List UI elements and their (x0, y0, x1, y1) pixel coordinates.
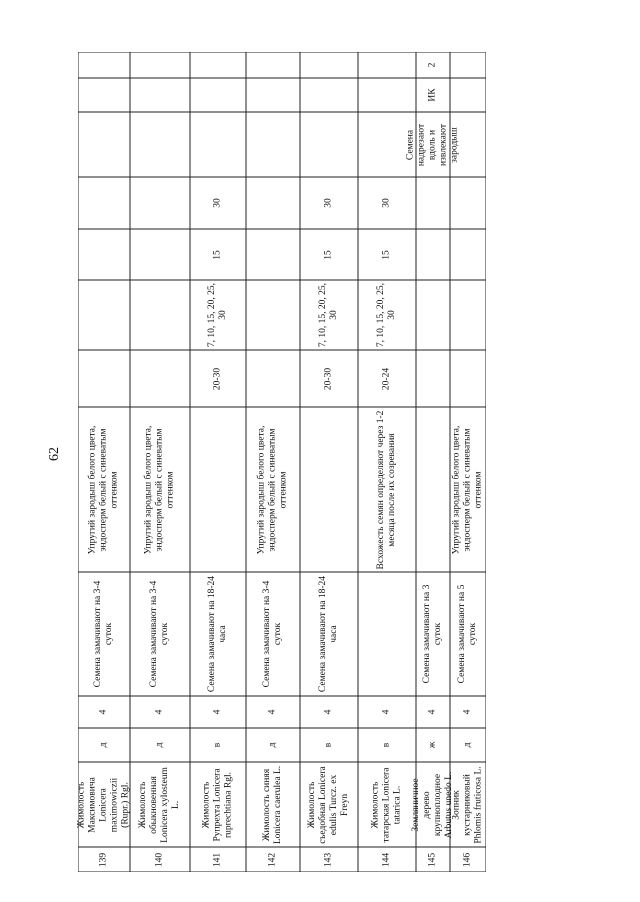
cell-species: Зопник кустарниковый Phlomis fruticosa L. (451, 765, 484, 844)
cell-first: 15 (323, 249, 334, 260)
cell-prep: Семена замачивают на 5 суток (457, 584, 478, 684)
cell-status: Упругий зародыш белого цвета, эндосперм белый с синеватым оттенком (143, 425, 176, 554)
cell-num: 144 (381, 852, 392, 867)
cell-code: в (212, 742, 223, 748)
cell-code: д (267, 742, 278, 748)
cell-species: Жимолость Максимовича Lonicera maximowiczii (Rupr.) Rgl. (76, 776, 131, 833)
cell-num: 145 (427, 852, 438, 867)
cell-days: 7, 10, 15, 20, 25, 30 (318, 282, 339, 348)
cell-code: д (462, 742, 473, 748)
cell-species: Жимолость синяя Lonicera caerulea L. (262, 765, 283, 844)
cell-last: 30 (323, 198, 334, 208)
cell-temp: 20-30 (323, 367, 334, 390)
cell-code: д (98, 742, 109, 748)
cell-k: 4 (381, 709, 392, 715)
cell-method: ИК (427, 88, 438, 102)
cell-code: в (381, 742, 392, 748)
cell-prep: Семена замачивают на 3-4 суток (93, 580, 114, 688)
cell-status: Упругий зародыш белого цвета, эндосперм белый с синеватым оттенком (451, 425, 484, 554)
seed-table (78, 52, 486, 872)
cell-status: Упругий зародыш белого цвета, эндосперм белый с синеватым оттенком (256, 425, 289, 554)
cell-num: 139 (98, 852, 109, 867)
cell-species: Жимолость татарская Lonicera tatarica L. (370, 767, 403, 842)
cell-num: 142 (267, 852, 278, 867)
cell-prep: Семена замачивают на 18-24 часа (207, 575, 228, 693)
cell-num: 140 (154, 852, 165, 867)
cell-first: 15 (381, 249, 392, 260)
cell-species: Жимолость съедобная Lonicera edulis Turcz. ex Freyn (307, 765, 350, 844)
cell-species: Жимолость Рупрехта Lonicera ruprechtiana Rgl. (201, 767, 234, 842)
cell-num: 141 (212, 852, 223, 867)
cell-k: 4 (98, 709, 109, 715)
cell-num: 143 (323, 852, 334, 867)
cell-k: 4 (462, 709, 473, 715)
cell-temp: 20-30 (212, 367, 223, 390)
cell-code: д (154, 742, 165, 748)
cell-note: Семена надрезают вдоль и извлекают зародыш (405, 123, 460, 166)
cell-days: 7, 10, 15, 20, 25, 30 (207, 282, 228, 348)
cell-first: 15 (212, 249, 223, 260)
cell-last: 30 (381, 198, 392, 208)
cell-extra: 2 (427, 62, 438, 68)
cell-species: Земляничное дерево крупноплодное Arbutus unedo L. (411, 771, 454, 838)
cell-num: 146 (462, 852, 473, 867)
cell-k: 4 (427, 709, 438, 715)
page-number: 62 (47, 447, 62, 461)
cell-k: 4 (323, 709, 334, 715)
cell-species: Жимолость обыкновенная Lonicera xylosteum L. (138, 766, 181, 843)
cell-prep: Семена замачивают на 3-4 суток (262, 580, 283, 688)
cell-prep: Семена замачивают на 3 суток (422, 584, 443, 684)
cell-k: 4 (212, 709, 223, 715)
cell-code: в (323, 742, 334, 748)
cell-k: 4 (267, 709, 278, 715)
cell-status: Упругий зародыш белого цвета, эндосперм белый с синеватым оттенком (87, 425, 120, 554)
cell-code: ж (427, 741, 438, 749)
cell-k: 4 (154, 709, 165, 715)
cell-last: 30 (212, 198, 223, 208)
cell-temp: 20-24 (381, 367, 392, 390)
cell-status: Всхожесть семян определяют через 1-2 месяца после их созревания (376, 410, 397, 569)
cell-prep: Семена замачивают на 3-4 суток (149, 580, 170, 688)
cell-days: 7, 10, 15, 20, 25, 30 (376, 282, 397, 348)
cell-prep: Семена замачивают на 18-24 часа (318, 575, 339, 693)
